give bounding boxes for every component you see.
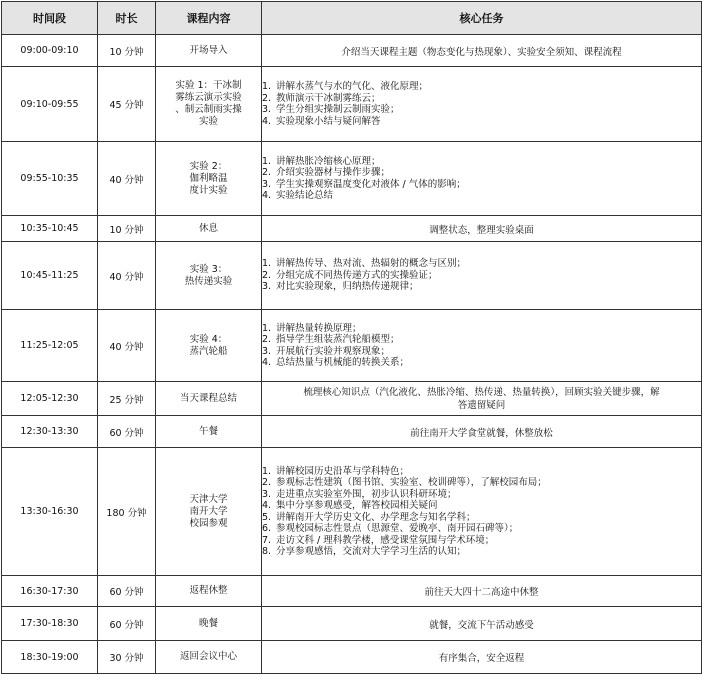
duration-cell: 60 分钟 bbox=[98, 416, 156, 448]
table-row bbox=[2, 242, 702, 310]
header-tasks: 核心任务 bbox=[262, 2, 702, 35]
task-number: 4. bbox=[262, 115, 272, 127]
task-text: 总结热量与机械能的转换关系； bbox=[276, 357, 410, 368]
duration-cell: 10 分钟 bbox=[98, 216, 156, 242]
task-text: 走进重点实验室外围，初步认识科研环境； bbox=[276, 488, 457, 500]
schedule-body bbox=[2, 35, 702, 674]
content-line: 返回会议中心 bbox=[179, 651, 237, 662]
task-text: 学生分组实操制云制雨实验； bbox=[276, 104, 400, 115]
task-number: 2. bbox=[262, 92, 272, 104]
task-number: 1. bbox=[262, 155, 272, 167]
task-text: 分享参观感悟，交流对大学学习生活的认知； bbox=[276, 546, 467, 557]
tasks-cell bbox=[262, 310, 702, 382]
content-line: 南开大学 bbox=[189, 505, 228, 517]
task-item bbox=[262, 323, 701, 335]
task-number: 2. bbox=[262, 334, 272, 345]
duration-cell: 30 分钟 bbox=[98, 641, 156, 674]
task-item bbox=[262, 523, 701, 535]
content-line: 伽利略温 bbox=[189, 172, 228, 184]
task-text: 对比实验现象，归纳热传递规律； bbox=[276, 281, 419, 293]
task-text: 走访文科 / 理科教学楼，感受课堂氛围与学术环境； bbox=[276, 534, 495, 546]
table-row bbox=[2, 310, 702, 382]
task-item bbox=[262, 546, 701, 558]
content-line: 实验 1：干冰制 bbox=[175, 80, 242, 91]
task-number: 1. bbox=[262, 322, 272, 334]
table-row bbox=[2, 416, 702, 448]
task-text: 指导学生组装蒸汽轮船模型； bbox=[276, 334, 400, 345]
time-cell: 16:30-17:30 bbox=[2, 576, 98, 607]
content-line: 开场导入 bbox=[189, 44, 228, 56]
tasks-cell: 前往南开大学食堂就餐，休整放松 bbox=[262, 416, 702, 448]
tasks-cell: 梳理核心知识点（汽化液化、热胀冷缩、热传递、热量转换），回顾实验关键步骤，解答遗留疑问 bbox=[262, 382, 702, 416]
content-line: 度计实验 bbox=[189, 184, 228, 196]
task-item bbox=[262, 281, 701, 293]
table-row bbox=[2, 142, 702, 216]
task-text: 参观校园标志性景点（思源堂、爱晚亭、南开园石碑等）； bbox=[276, 523, 519, 534]
tasks-cell: 介绍当天课程主题（物态变化与热现象）、实验安全须知、课程流程 bbox=[262, 35, 702, 67]
task-item bbox=[262, 535, 701, 547]
content-cell bbox=[156, 242, 262, 310]
time-cell: 18:30-19:00 bbox=[2, 641, 98, 674]
task-number: 1. bbox=[262, 258, 272, 270]
content-line: 蒸汽轮船 bbox=[189, 345, 228, 357]
table-row bbox=[2, 67, 702, 142]
task-text: 讲解水蒸气与水的气化、液化原理； bbox=[276, 81, 429, 92]
tasks-cell: 调整状态，整理实验桌面 bbox=[262, 216, 702, 242]
task-text: 实验现象小结与疑问解答 bbox=[276, 115, 381, 127]
task-list bbox=[262, 156, 701, 202]
content-line: 休息 bbox=[198, 222, 218, 234]
task-number: 8. bbox=[262, 546, 272, 557]
content-line: 天津大学 bbox=[189, 493, 228, 505]
duration-cell: 60 分钟 bbox=[98, 576, 156, 607]
tasks-cell: 就餐，交流下午活动感受 bbox=[262, 607, 702, 641]
task-number: 4. bbox=[262, 190, 272, 201]
content-cell bbox=[156, 142, 262, 216]
time-cell: 12:05-12:30 bbox=[2, 382, 98, 416]
task-item bbox=[262, 334, 701, 346]
table-row bbox=[2, 641, 702, 674]
time-cell: 11:25-12:05 bbox=[2, 310, 98, 382]
content-cell bbox=[156, 216, 262, 242]
task-list bbox=[262, 81, 701, 127]
content-cell bbox=[156, 382, 262, 416]
content-cell bbox=[156, 416, 262, 448]
task-number: 7. bbox=[262, 534, 272, 546]
task-item bbox=[262, 93, 701, 105]
header-duration: 时长 bbox=[98, 2, 156, 35]
task-item bbox=[262, 167, 701, 179]
time-cell: 13:30-16:30 bbox=[2, 448, 98, 576]
task-item bbox=[262, 346, 701, 358]
task-number: 6. bbox=[262, 523, 272, 534]
task-text: 集中分享参观感受，解答校园相关疑问 bbox=[276, 500, 438, 511]
content-line: 午餐 bbox=[198, 425, 218, 437]
task-text: 教师演示干冰制雾练云； bbox=[276, 92, 381, 104]
content-cell bbox=[156, 35, 262, 67]
task-number: 2. bbox=[262, 477, 272, 488]
content-cell bbox=[156, 67, 262, 142]
time-cell: 09:55-10:35 bbox=[2, 142, 98, 216]
duration-cell: 40 分钟 bbox=[98, 242, 156, 310]
task-text: 介绍实验器材与操作步骤； bbox=[276, 167, 391, 178]
content-line: 实验 bbox=[198, 116, 218, 127]
content-cell bbox=[156, 576, 262, 607]
task-text: 讲解南开大学历史文化、办学理念与知名学科； bbox=[276, 511, 476, 523]
task-item bbox=[262, 512, 701, 524]
time-cell: 10:35-10:45 bbox=[2, 216, 98, 242]
content-line: 当天课程总结 bbox=[179, 392, 237, 404]
schedule-table bbox=[1, 1, 702, 674]
duration-cell: 40 分钟 bbox=[98, 142, 156, 216]
task-number: 1. bbox=[262, 465, 272, 477]
content-cell bbox=[156, 448, 262, 576]
task-number: 4. bbox=[262, 357, 272, 368]
header-time: 时间段 bbox=[2, 2, 98, 35]
header-row bbox=[2, 2, 702, 35]
duration-cell: 40 分钟 bbox=[98, 310, 156, 382]
task-number: 3. bbox=[262, 104, 272, 115]
task-number: 3. bbox=[262, 345, 272, 357]
duration-cell: 180 分钟 bbox=[98, 448, 156, 576]
content-line: 、制云制雨实操 bbox=[175, 104, 242, 115]
task-item bbox=[262, 357, 701, 369]
task-text: 讲解校园历史沿革与学科特色； bbox=[276, 465, 410, 477]
task-number: 1. bbox=[262, 81, 272, 92]
content-line: 实验 4： bbox=[189, 333, 228, 345]
table-row bbox=[2, 607, 702, 641]
task-text: 讲解热传导、热对流、热辐射的概念与区别； bbox=[276, 258, 467, 270]
tasks-cell bbox=[262, 448, 702, 576]
task-item bbox=[262, 258, 701, 270]
task-item bbox=[262, 179, 701, 191]
header-content: 课程内容 bbox=[156, 2, 262, 35]
table-row bbox=[2, 35, 702, 67]
tasks-cell bbox=[262, 67, 702, 142]
content-cell bbox=[156, 641, 262, 674]
task-text: 讲解热量转换原理； bbox=[276, 322, 362, 334]
table-row bbox=[2, 216, 702, 242]
content-line: 实验 3： bbox=[189, 263, 228, 275]
content-line: 校园参观 bbox=[189, 517, 228, 529]
task-item bbox=[262, 500, 701, 512]
time-cell: 09:10-09:55 bbox=[2, 67, 98, 142]
task-item bbox=[262, 81, 701, 93]
tasks-cell: 有序集合，安全返程 bbox=[262, 641, 702, 674]
task-item bbox=[262, 190, 701, 202]
time-cell: 10:45-11:25 bbox=[2, 242, 98, 310]
content-line: 实验 2： bbox=[189, 160, 228, 172]
task-number: 3. bbox=[262, 281, 272, 293]
task-text: 学生实操观察温度变化对液体 / 气体的影响； bbox=[276, 178, 466, 190]
task-number: 2. bbox=[262, 167, 272, 178]
tasks-cell bbox=[262, 242, 702, 310]
task-text: 讲解热胀冷缩核心原理； bbox=[276, 155, 381, 167]
content-cell bbox=[156, 310, 262, 382]
task-item bbox=[262, 489, 701, 501]
task-list bbox=[262, 466, 701, 558]
task-text: 分组完成不同热传递方式的实操验证； bbox=[276, 269, 438, 281]
task-number: 4. bbox=[262, 500, 272, 511]
task-item bbox=[262, 116, 701, 128]
task-item bbox=[262, 104, 701, 116]
task-text: 实验结论总结 bbox=[276, 190, 334, 201]
tasks-cell: 前往天大四十二高途中休整 bbox=[262, 576, 702, 607]
task-list bbox=[262, 258, 701, 293]
task-item bbox=[262, 270, 701, 282]
task-item bbox=[262, 477, 701, 489]
task-item bbox=[262, 156, 701, 168]
content-line: 返程休整 bbox=[189, 585, 228, 596]
tasks-cell bbox=[262, 142, 702, 216]
time-cell: 09:00-09:10 bbox=[2, 35, 98, 67]
table-row bbox=[2, 576, 702, 607]
task-number: 2. bbox=[262, 269, 272, 281]
duration-cell: 10 分钟 bbox=[98, 35, 156, 67]
task-number: 3. bbox=[262, 488, 272, 500]
duration-cell: 25 分钟 bbox=[98, 382, 156, 416]
time-cell: 17:30-18:30 bbox=[2, 607, 98, 641]
content-cell bbox=[156, 607, 262, 641]
task-number: 5. bbox=[262, 511, 272, 523]
task-list bbox=[262, 323, 701, 369]
content-line: 热传递实验 bbox=[184, 275, 233, 287]
duration-cell: 60 分钟 bbox=[98, 607, 156, 641]
task-number: 3. bbox=[262, 178, 272, 190]
task-text: 参观标志性建筑（图书馆、实验室、校训碑等），了解校园布局； bbox=[276, 477, 547, 488]
task-item bbox=[262, 466, 701, 478]
table-row bbox=[2, 448, 702, 576]
table-row bbox=[2, 382, 702, 416]
content-line: 雾练云演示实验 bbox=[175, 92, 242, 103]
duration-cell: 45 分钟 bbox=[98, 67, 156, 142]
task-text: 开展航行实验并观察现象； bbox=[276, 345, 391, 357]
time-cell: 12:30-13:30 bbox=[2, 416, 98, 448]
content-line: 晚餐 bbox=[198, 617, 218, 629]
